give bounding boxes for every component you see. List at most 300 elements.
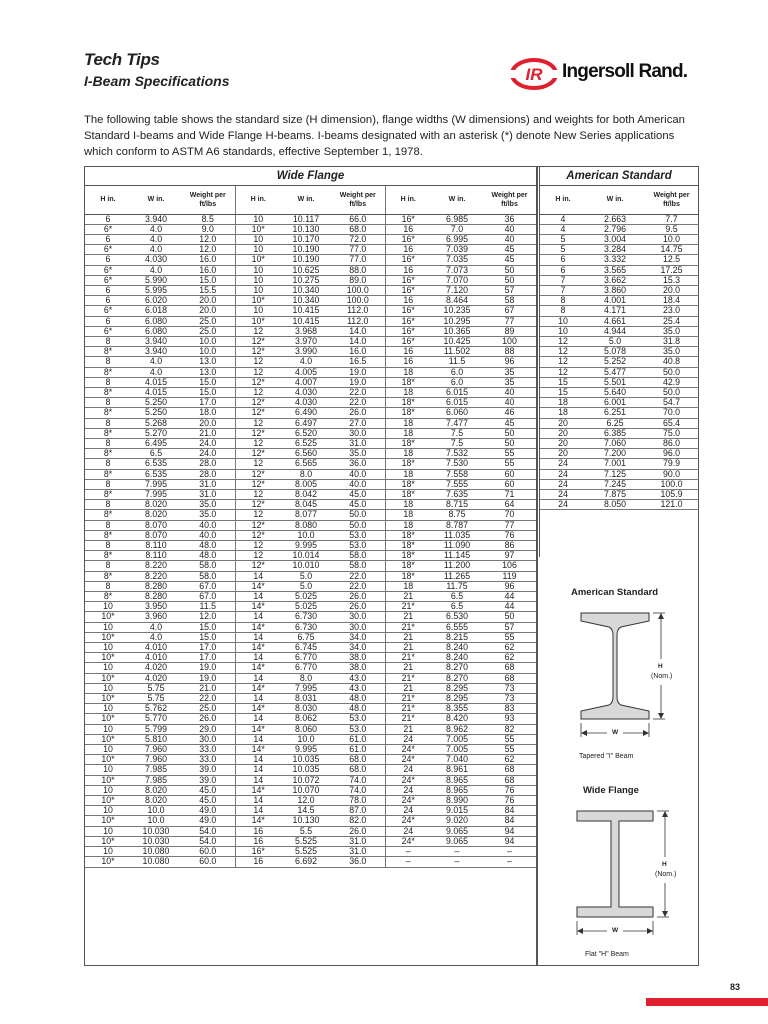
table-row bbox=[85, 214, 536, 224]
table-cell: 24 bbox=[385, 806, 431, 816]
table-cell: 5.762 bbox=[131, 704, 181, 714]
table-cell: 36.0 bbox=[331, 857, 385, 867]
table-cell: 12 bbox=[235, 551, 281, 561]
table-cell: 53.0 bbox=[331, 714, 385, 724]
table-cell: 16* bbox=[385, 306, 431, 316]
table-cell: 58.0 bbox=[331, 561, 385, 571]
table-cell: 7.532 bbox=[431, 449, 483, 459]
table-cell: 8* bbox=[85, 469, 131, 479]
table-cell: 67 bbox=[483, 306, 536, 316]
table-cell: 112.0 bbox=[331, 306, 385, 316]
table-cell: 10.0 bbox=[281, 530, 331, 540]
table-cell: 18* bbox=[385, 571, 431, 581]
table-row bbox=[85, 857, 536, 867]
table-cell: 8.077 bbox=[281, 510, 331, 520]
table-cell: 11.75 bbox=[431, 581, 483, 591]
table-row bbox=[85, 724, 536, 734]
table-cell: 7.995 bbox=[281, 683, 331, 693]
table-cell: 24 bbox=[385, 785, 431, 795]
table-cell: 30.0 bbox=[331, 622, 385, 632]
table-cell: 45.0 bbox=[331, 500, 385, 510]
table-cell: 4 bbox=[540, 224, 586, 234]
table-cell: 76 bbox=[483, 796, 536, 806]
table-row bbox=[85, 520, 536, 530]
table-cell: 20.0 bbox=[181, 418, 235, 428]
table-cell: 50 bbox=[483, 612, 536, 622]
table-cell: 8 bbox=[85, 500, 131, 510]
american-standard-title: American Standard bbox=[540, 167, 698, 186]
table-cell: 10 bbox=[85, 683, 131, 693]
column-header: H in. bbox=[85, 186, 131, 214]
table-cell: 4.010 bbox=[131, 643, 181, 653]
table-row bbox=[540, 428, 699, 438]
table-cell: 8.070 bbox=[131, 530, 181, 540]
table-row bbox=[540, 234, 699, 244]
table-cell: 62 bbox=[483, 643, 536, 653]
table-cell: 9.995 bbox=[281, 745, 331, 755]
table-cell: 7 bbox=[540, 275, 586, 285]
table-cell: 12 bbox=[235, 510, 281, 520]
table-cell: 10.365 bbox=[431, 326, 483, 336]
table-cell: 21* bbox=[385, 602, 431, 612]
table-cell: 6 bbox=[85, 214, 131, 224]
table-cell: 3.004 bbox=[586, 234, 644, 244]
table-cell: 70.0 bbox=[644, 408, 699, 418]
table-cell: 16* bbox=[235, 847, 281, 857]
table-cell: 9.5 bbox=[644, 224, 699, 234]
table-row bbox=[85, 612, 536, 622]
table-cell: 48.0 bbox=[331, 704, 385, 714]
table-cell: 18* bbox=[385, 459, 431, 469]
table-cell: 10.190 bbox=[281, 245, 331, 255]
table-cell: 12 bbox=[235, 418, 281, 428]
table-cell: 24* bbox=[385, 755, 431, 765]
table-cell: 82 bbox=[483, 724, 536, 734]
table-row bbox=[85, 836, 536, 846]
table-cell: 10.035 bbox=[281, 765, 331, 775]
table-cell: 65.4 bbox=[644, 418, 699, 428]
table-cell: 6.018 bbox=[131, 306, 181, 316]
table-cell: 38.0 bbox=[331, 663, 385, 673]
table-cell: 10.0 bbox=[131, 816, 181, 826]
table-cell: 10 bbox=[85, 765, 131, 775]
table-cell: 31.0 bbox=[181, 489, 235, 499]
table-cell: 64 bbox=[483, 500, 536, 510]
table-cell: 5.990 bbox=[131, 275, 181, 285]
table-cell: 8* bbox=[85, 571, 131, 581]
table-cell: 25.0 bbox=[181, 704, 235, 714]
table-cell: 10.415 bbox=[281, 306, 331, 316]
table-cell: 10.340 bbox=[281, 296, 331, 306]
table-row bbox=[540, 479, 699, 489]
table-cell: 18 bbox=[385, 387, 431, 397]
table-cell: 106 bbox=[483, 561, 536, 571]
table-cell: 10.235 bbox=[431, 306, 483, 316]
table-cell: 9.020 bbox=[431, 816, 483, 826]
table-cell: 8.295 bbox=[431, 694, 483, 704]
table-cell: 18 bbox=[385, 367, 431, 377]
table-cell: 24 bbox=[385, 826, 431, 836]
table-cell: 10.0 bbox=[131, 806, 181, 816]
table-cell: 20 bbox=[540, 418, 586, 428]
table-cell: 88 bbox=[483, 347, 536, 357]
table-cell: 4.0 bbox=[131, 245, 181, 255]
table-cell: 20.0 bbox=[181, 296, 235, 306]
table-cell: 8 bbox=[540, 296, 586, 306]
table-row bbox=[540, 469, 699, 479]
table-cell: 26.0 bbox=[331, 602, 385, 612]
table-cell: 10.010 bbox=[281, 561, 331, 571]
table-cell: 14 bbox=[235, 775, 281, 785]
table-cell: 10* bbox=[235, 296, 281, 306]
table-cell: 87.0 bbox=[331, 806, 385, 816]
table-row bbox=[540, 265, 699, 275]
table-cell: 6.001 bbox=[586, 398, 644, 408]
table-cell: 7.005 bbox=[431, 734, 483, 744]
table-cell: 14 bbox=[235, 673, 281, 683]
table-cell: 14 bbox=[235, 653, 281, 663]
table-cell: 8 bbox=[85, 479, 131, 489]
table-cell: 5 bbox=[540, 234, 586, 244]
table-cell: 8.715 bbox=[431, 500, 483, 510]
table-cell: 10 bbox=[85, 826, 131, 836]
table-cell: 10.0 bbox=[281, 734, 331, 744]
table-cell: 2.663 bbox=[586, 214, 644, 224]
table-cell: 6.080 bbox=[131, 316, 181, 326]
table-row bbox=[85, 592, 536, 602]
table-cell: 78.0 bbox=[331, 796, 385, 806]
table-cell: 8* bbox=[85, 367, 131, 377]
table-cell: 16* bbox=[385, 275, 431, 285]
table-cell: 12* bbox=[235, 561, 281, 571]
table-cell: 12* bbox=[235, 530, 281, 540]
table-cell: 14.5 bbox=[281, 806, 331, 816]
table-row bbox=[540, 336, 699, 346]
table-cell: 10.625 bbox=[281, 265, 331, 275]
table-cell: 14* bbox=[235, 785, 281, 795]
table-cell: 8 bbox=[85, 357, 131, 367]
column-header: Weight per ft/lbs bbox=[483, 186, 536, 214]
table-cell: 18* bbox=[385, 551, 431, 561]
table-cell: 42.9 bbox=[644, 377, 699, 387]
table-cell: 94 bbox=[483, 836, 536, 846]
table-cell: 33.0 bbox=[181, 755, 235, 765]
table-cell: 58.0 bbox=[181, 571, 235, 581]
table-cell: 25.0 bbox=[181, 326, 235, 336]
american-standard-header-row bbox=[540, 186, 699, 214]
table-cell: 48.0 bbox=[181, 541, 235, 551]
table-row bbox=[85, 632, 536, 642]
table-cell: 40.8 bbox=[644, 357, 699, 367]
table-cell: 82.0 bbox=[331, 816, 385, 826]
table-cell: 34.0 bbox=[331, 632, 385, 642]
table-cell: 48.0 bbox=[181, 551, 235, 561]
table-row bbox=[540, 285, 699, 295]
intro-paragraph: The following table shows the standard size (H dimension), flange widths (W dimensions) and weights for both American Standard I-beams and Wide Flange H-beams. I-beams designated with an asterisk (*) denote New Series applications which conform to ASTM A6 standards, effective September 1, 1978. bbox=[84, 114, 685, 158]
table-cell: 20.0 bbox=[181, 306, 235, 316]
table-cell: 50.0 bbox=[331, 520, 385, 530]
table-cell: 3.960 bbox=[131, 612, 181, 622]
table-row bbox=[85, 734, 536, 744]
table-row bbox=[540, 449, 699, 459]
table-cell: 10.0 bbox=[181, 336, 235, 346]
table-cell: 10.275 bbox=[281, 275, 331, 285]
table-cell: 4.0 bbox=[131, 265, 181, 275]
table-cell: 60 bbox=[483, 479, 536, 489]
table-cell: 14 bbox=[235, 694, 281, 704]
table-cell: 12* bbox=[235, 469, 281, 479]
column-header: W in. bbox=[586, 186, 644, 214]
table-cell: 24.0 bbox=[181, 438, 235, 448]
table-cell: 73 bbox=[483, 694, 536, 704]
table-cell: 2.796 bbox=[586, 224, 644, 234]
column-header: Weight per ft/lbs bbox=[644, 186, 699, 214]
table-row bbox=[85, 275, 536, 285]
table-cell: 8.965 bbox=[431, 775, 483, 785]
table-cell: 6.985 bbox=[431, 214, 483, 224]
table-row bbox=[85, 663, 536, 673]
ir-logo-icon bbox=[510, 58, 560, 90]
table-row bbox=[85, 377, 536, 387]
table-cell: 6 bbox=[540, 265, 586, 275]
table-cell: 8* bbox=[85, 530, 131, 540]
table-cell: 12* bbox=[235, 428, 281, 438]
table-cell: 12 bbox=[235, 326, 281, 336]
table-row bbox=[540, 489, 699, 499]
table-cell: 11.090 bbox=[431, 541, 483, 551]
table-cell: 8 bbox=[85, 336, 131, 346]
table-cell: 10.070 bbox=[281, 785, 331, 795]
table-cell: 4.171 bbox=[586, 306, 644, 316]
table-cell: 10 bbox=[235, 245, 281, 255]
table-cell: 10.415 bbox=[281, 316, 331, 326]
table-cell: 21* bbox=[385, 694, 431, 704]
table-cell: 5.477 bbox=[586, 367, 644, 377]
table-cell: 90.0 bbox=[644, 469, 699, 479]
table-cell: 8.020 bbox=[131, 796, 181, 806]
table-cell: 79.9 bbox=[644, 459, 699, 469]
table-row bbox=[85, 245, 536, 255]
table-row bbox=[540, 214, 699, 224]
table-cell: 19.0 bbox=[181, 663, 235, 673]
table-cell: – bbox=[431, 857, 483, 867]
table-cell: 6.525 bbox=[281, 438, 331, 448]
table-cell: 18* bbox=[385, 408, 431, 418]
table-cell: 15.3 bbox=[644, 275, 699, 285]
table-cell: 6.490 bbox=[281, 408, 331, 418]
table-row bbox=[540, 306, 699, 316]
table-cell: 12 bbox=[235, 459, 281, 469]
table-cell: 8.220 bbox=[131, 561, 181, 571]
table-cell: 16 bbox=[385, 245, 431, 255]
table-cell: 10.080 bbox=[131, 857, 181, 867]
table-cell: 26.0 bbox=[331, 408, 385, 418]
table-cell: 4.0 bbox=[281, 357, 331, 367]
table-cell: 89 bbox=[483, 326, 536, 336]
table-cell: 30.0 bbox=[181, 734, 235, 744]
table-row bbox=[540, 347, 699, 357]
table-cell: 8 bbox=[85, 377, 131, 387]
table-cell: 49.0 bbox=[181, 816, 235, 826]
table-cell: 15.0 bbox=[181, 377, 235, 387]
table-cell: 3.860 bbox=[586, 285, 644, 295]
table-cell: 40 bbox=[483, 224, 536, 234]
table-cell: 12* bbox=[235, 408, 281, 418]
table-cell: 18* bbox=[385, 377, 431, 387]
table-cell: 16* bbox=[385, 326, 431, 336]
table-cell: 8* bbox=[85, 347, 131, 357]
table-cell: 27.0 bbox=[331, 418, 385, 428]
table-cell: 5 bbox=[540, 245, 586, 255]
table-row bbox=[540, 408, 699, 418]
table-cell: 19.0 bbox=[181, 673, 235, 683]
table-cell: 8.420 bbox=[431, 714, 483, 724]
table-cell: 13.0 bbox=[181, 357, 235, 367]
table-cell: 12 bbox=[235, 387, 281, 397]
table-cell: 15.0 bbox=[181, 387, 235, 397]
wide-flange-diagram-title: Wide Flange bbox=[583, 785, 639, 796]
table-cell: 3.940 bbox=[131, 347, 181, 357]
table-cell: 16.0 bbox=[181, 255, 235, 265]
table-cell: 28.0 bbox=[181, 469, 235, 479]
table-cell: 35.0 bbox=[181, 510, 235, 520]
table-row bbox=[85, 418, 536, 428]
table-cell: 11.502 bbox=[431, 347, 483, 357]
table-cell: 21 bbox=[385, 643, 431, 653]
table-row bbox=[85, 326, 536, 336]
table-cell: 10.0 bbox=[644, 234, 699, 244]
table-cell: 6.015 bbox=[431, 398, 483, 408]
table-cell: 21 bbox=[385, 632, 431, 642]
table-cell: 86.0 bbox=[644, 438, 699, 448]
table-cell: 14 bbox=[235, 612, 281, 622]
table-row bbox=[85, 673, 536, 683]
table-cell: 10* bbox=[85, 796, 131, 806]
table-cell: 5.250 bbox=[131, 408, 181, 418]
table-cell: 68.0 bbox=[331, 224, 385, 234]
table-cell: 14 bbox=[235, 632, 281, 642]
table-cell: 14* bbox=[235, 745, 281, 755]
table-row bbox=[540, 296, 699, 306]
table-row bbox=[85, 234, 536, 244]
table-cell: 6 bbox=[85, 316, 131, 326]
table-cell: 8.75 bbox=[431, 510, 483, 520]
table-cell: 30.0 bbox=[331, 428, 385, 438]
table-cell: 10* bbox=[85, 714, 131, 724]
table-cell: 6.535 bbox=[131, 459, 181, 469]
table-cell: 10* bbox=[85, 673, 131, 683]
table-cell: 6.730 bbox=[281, 622, 331, 632]
table-cell: 16 bbox=[385, 296, 431, 306]
table-cell: 14 bbox=[235, 765, 281, 775]
table-cell: 24* bbox=[385, 796, 431, 806]
table-cell: 6.520 bbox=[281, 428, 331, 438]
page-subtitle: I-Beam Specifications bbox=[84, 73, 230, 89]
table-cell: 7.558 bbox=[431, 469, 483, 479]
table-cell: 76 bbox=[483, 785, 536, 795]
table-row bbox=[85, 816, 536, 826]
table-cell: 8.005 bbox=[281, 479, 331, 489]
table-cell: 16 bbox=[235, 826, 281, 836]
table-cell: 5.025 bbox=[281, 602, 331, 612]
table-cell: 4 bbox=[540, 214, 586, 224]
table-cell: 6.535 bbox=[131, 469, 181, 479]
table-cell: 21 bbox=[385, 683, 431, 693]
table-cell: 21 bbox=[385, 612, 431, 622]
table-cell: 16* bbox=[385, 255, 431, 265]
table-cell: 16 bbox=[385, 347, 431, 357]
table-cell: 26.0 bbox=[181, 714, 235, 724]
table-cell: 6* bbox=[85, 265, 131, 275]
table-cell: 6.770 bbox=[281, 653, 331, 663]
table-cell: 4.020 bbox=[131, 663, 181, 673]
table-cell: 6 bbox=[540, 255, 586, 265]
table-cell: 6.530 bbox=[431, 612, 483, 622]
table-cell: 7.040 bbox=[431, 755, 483, 765]
table-row bbox=[85, 489, 536, 499]
brand-name: Ingersoll Rand. bbox=[562, 61, 688, 82]
table-cell: 31.8 bbox=[644, 336, 699, 346]
table-cell: 54.0 bbox=[181, 836, 235, 846]
table-row bbox=[85, 653, 536, 663]
wide-flange-table bbox=[85, 186, 536, 868]
table-cell: 54.0 bbox=[181, 826, 235, 836]
table-cell: 8* bbox=[85, 428, 131, 438]
table-cell: 4.030 bbox=[281, 398, 331, 408]
table-cell: 18 bbox=[385, 581, 431, 591]
table-cell: 36.0 bbox=[331, 459, 385, 469]
table-cell: 8.110 bbox=[131, 541, 181, 551]
table-cell: 14* bbox=[235, 663, 281, 673]
table-cell: 6.060 bbox=[431, 408, 483, 418]
table-cell: 10 bbox=[85, 806, 131, 816]
table-cell: 8.240 bbox=[431, 643, 483, 653]
table-cell: 6.692 bbox=[281, 857, 331, 867]
table-cell: 8 bbox=[85, 418, 131, 428]
table-row bbox=[540, 367, 699, 377]
table-cell: 12.0 bbox=[181, 612, 235, 622]
table-cell: 4.0 bbox=[131, 622, 181, 632]
table-cell: 6.995 bbox=[431, 234, 483, 244]
nom-label: (Nom.) bbox=[651, 673, 673, 680]
table-cell: 9.0 bbox=[181, 224, 235, 234]
table-cell: 12* bbox=[235, 520, 281, 530]
american-standard-body bbox=[540, 214, 699, 510]
table-cell: 4.030 bbox=[281, 387, 331, 397]
table-cell: 4.0 bbox=[131, 632, 181, 642]
table-cell: 77.0 bbox=[331, 245, 385, 255]
table-row bbox=[540, 316, 699, 326]
table-cell: 18* bbox=[385, 479, 431, 489]
table-cell: 11.200 bbox=[431, 561, 483, 571]
table-cell: 18* bbox=[385, 530, 431, 540]
table-cell: 8.280 bbox=[131, 581, 181, 591]
table-cell: 83 bbox=[483, 704, 536, 714]
table-cell: 16.5 bbox=[331, 357, 385, 367]
table-cell: 8.050 bbox=[586, 500, 644, 510]
svg-text:IR: IR bbox=[525, 65, 543, 84]
table-cell: 7.985 bbox=[131, 765, 181, 775]
table-cell: 18.0 bbox=[181, 408, 235, 418]
table-cell: 5.0 bbox=[281, 571, 331, 581]
table-cell: 5.270 bbox=[131, 428, 181, 438]
column-header: H in. bbox=[540, 186, 586, 214]
table-cell: 50 bbox=[483, 438, 536, 448]
wide-flange-title: Wide Flange bbox=[85, 167, 536, 186]
table-cell: 55 bbox=[483, 632, 536, 642]
table-cell: 6 bbox=[85, 296, 131, 306]
page-number: 83 bbox=[730, 982, 741, 992]
